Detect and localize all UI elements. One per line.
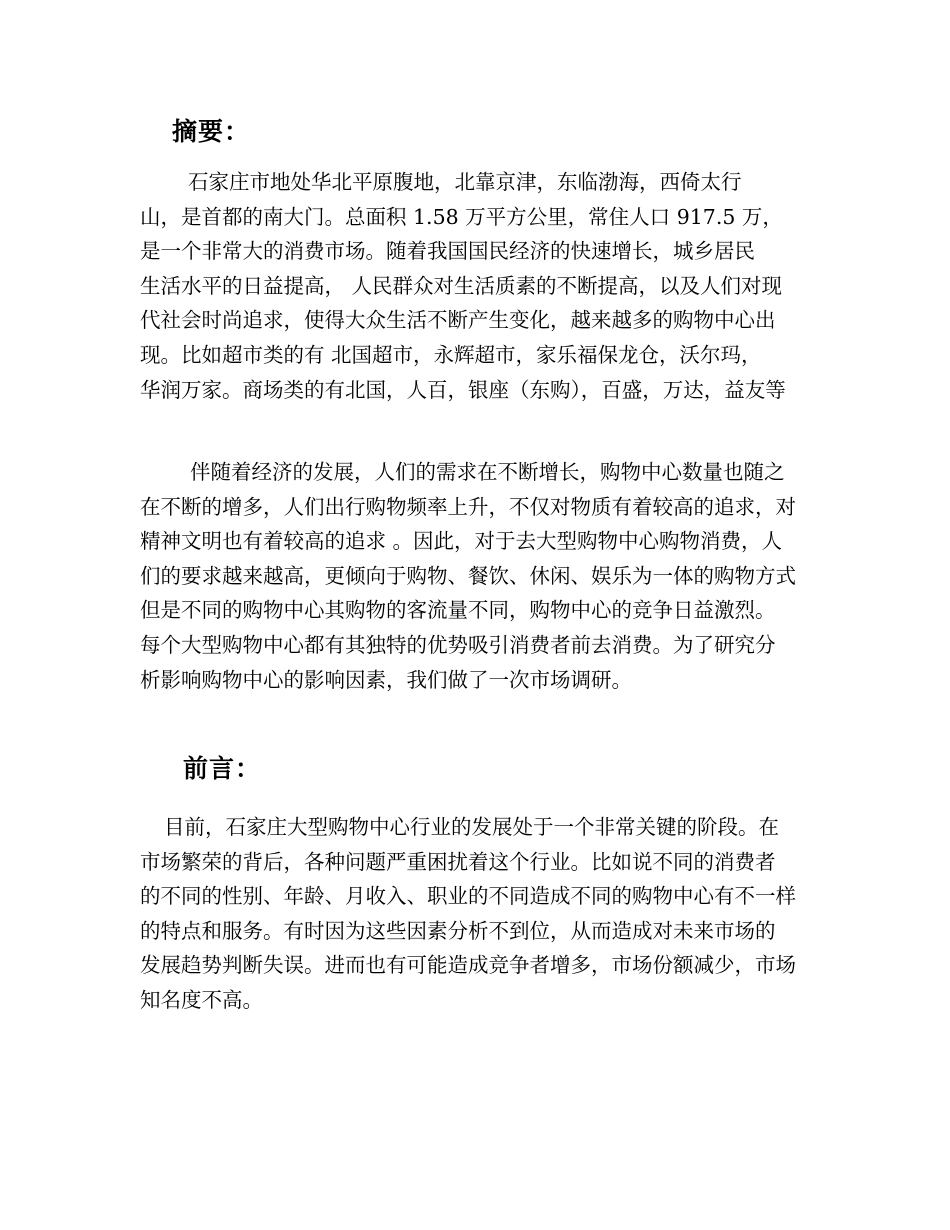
paragraph-line: 精神文明也有着较高的追求 。因此，对于去大型购物中心购物消费，人: [140, 529, 783, 554]
paragraph-line: 发展趋势判断失误。进而也有可能造成竞争者增多，市场份额减少，市场: [140, 953, 796, 978]
paragraph-line: 生活水平的日益提高， 人民群众对生活质素的不断提高，以及人们对现: [140, 273, 783, 298]
abstract-paragraph-1: [140, 165, 820, 407]
paragraph-line: 华润万家。商场类的有北国，人百，银座（东购），百盛，万达，益友等: [140, 377, 786, 402]
paragraph-line: 现。比如超市类的有 北国超市，永辉超市，家乐福保龙仓，沃尔玛，: [140, 342, 762, 367]
paragraph-line: 目前，石家庄大型购物中心行业的发展处于一个非常关键的阶段。在: [164, 815, 779, 839]
paragraph-line: 市场繁荣的背后，各种问题严重困扰着这个行业。比如说不同的消费者: [140, 849, 776, 874]
abstract-heading: 摘要：: [172, 117, 251, 146]
paragraph-line: 知名度不高。: [140, 987, 263, 1012]
preface-heading: 前言：: [183, 754, 262, 783]
paragraph-line: 是一个非常大的消费市场。随着我国国民经济的快速增长，城乡居民: [140, 239, 755, 264]
paragraph-line: 在不断的增多，人们出行购物频率上升，不仅对物质有着较高的追求，对: [140, 494, 796, 519]
paragraph-line: 但是不同的购物中心其购物的客流量不同，购物中心的竞争日益激烈。: [140, 598, 776, 623]
paragraph-line: 石家庄市地处华北平原腹地，北靠京津，东临渤海，西倚太行: [188, 170, 742, 194]
paragraph-line: 析影响购物中心的影响因素，我们做了一次市场调研。: [140, 667, 632, 692]
preface-paragraph: [140, 810, 820, 1018]
paragraph-line: 每个大型购物中心都有其独特的优势吸引消费者前去消费。为了研究分: [140, 632, 776, 657]
paragraph-line: 的特点和服务。有时因为这些因素分析不到位，从而造成对未来市场的: [140, 918, 776, 943]
abstract-paragraph-2: [140, 455, 820, 697]
paragraph-line: 们的要求越来越高，更倾向于购物、餐饮、休闲、娱乐为一体的购物方式: [140, 563, 796, 588]
paragraph-line: 的不同的性别、年龄、月收入、职业的不同造成不同的购物中心有不一样: [140, 884, 796, 909]
paragraph-line: 伴随着经济的发展，人们的需求在不断增长，购物中心数量也随之: [190, 460, 785, 484]
paragraph-line: 山，是首都的南大门。总面积 1.58 万平方公里，常住人口 917.5 万，: [140, 204, 783, 229]
paragraph-line: 代社会时尚追求，使得大众生活不断产生变化，越来越多的购物中心出: [140, 308, 776, 333]
